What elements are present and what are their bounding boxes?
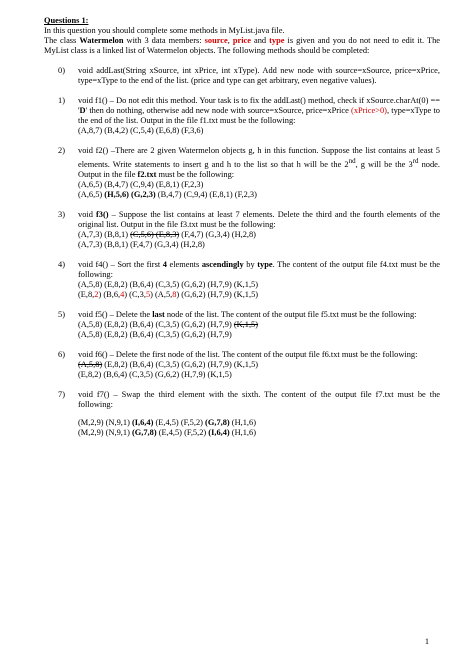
output-line: (E,8,2) (B,6,4) (C,3,5) (A,5,8) (G,6,2) (H,7,9) (K,1,5)	[78, 289, 259, 299]
class-name: Watermelon	[79, 36, 124, 45]
output-line: (A,8,7) (B,4,2) (C,5,4) (E,6,8) (F,3,6)	[78, 126, 204, 135]
document-body	[44, 16, 440, 448]
output-line: (A,5,8) (E,8,2) (B,6,4) (C,3,5) (G,6,2) (H,7,9) (K,1,5)	[78, 359, 259, 369]
output-line: (A,6,5) (B,4,7) (C,9,4) (E,8,1) (F,2,3)	[78, 179, 204, 189]
price-condition: (xPrice>0)	[351, 106, 387, 115]
output-line: (A,6,5) (H,5,6) (G,2,3) (B,4,7) (C,9,4) (E,8,1) (F,2,3)	[78, 189, 257, 199]
item-3: 3) void f3() – Suppose the list contains at least 7 elements. Delete the third and the fourth elements of the original list. Output in the file f3.txt must be the following: (A,7,3) (B,8,1) (C,5,6) (E,8,3) (F,4,7) (G,3,4) (H,2,8) (A,7,3) (B,8,1) (F,4,7) (G,3,4) (H,2,8)	[58, 209, 440, 249]
item-4: 4) void f4() – Sort the first 4 elements ascendingly by type. The content of the output file f4.txt must be the following: (A,5,8) (E,8,2) (B,6,4) (C,3,5) (G,6,2) (H,7,9) (K,1,5) (E,8,2) (B,6,4) (C,3,5) (A,5,8) (G,6,2) (H,7,9) (K,1,5)	[58, 259, 440, 299]
intro-paragraph	[44, 26, 440, 56]
member-source: source	[204, 36, 228, 45]
output-line: (M,2,9) (N,9,1) (I,6,4) (E,4,5) (F,5,2) (G,7,8) (H,1,6)	[78, 417, 256, 427]
item-1: 1) void f1() – Do not edit this method. Your task is to fix the addLast() method, check if xSource.charAt(0) == 'D' then do nothing, otherwise add new node with source=xSource, price=xPrice (xPrice>0), type=xType to the end of the list. Output in the file f1.txt must be the following: (A,8,7) (B,4,2) (C,5,4) (E,6,8) (F,3,6)	[58, 96, 440, 135]
member-price: price	[232, 36, 251, 45]
item-2: 2) void f2() –There are 2 given Watermelon objects g, h in this function. Suppose the list contains at least 5 elements. Write statements to insert g and h to the list so that h will be the 2nd, g will be the 3rd node. Output in the file f2.txt must be the following: (A,6,5) (B,4,7) (C,9,4) (E,8,1) (F,2,3) (A,6,5) (H,5,6) (G,2,3) (B,4,7) (C,9,4) (E,8,1) (F,2,3)	[58, 146, 440, 199]
item-0: 0) void addLast(String xSource, int xPrice, int xType). Add new node with source=xSource, price=xPrice, type=xType to the end of the list. (price and type can get arbitrary, even negative values).	[58, 66, 440, 85]
output-line: (A,7,3) (B,8,1) (C,5,6) (E,8,3) (F,4,7) (G,3,4) (H,2,8)	[78, 229, 256, 239]
output-line: (A,5,8) (E,8,2) (B,6,4) (C,3,5) (G,6,2) (H,7,9)	[78, 329, 232, 339]
item-5: 5) void f5() – Delete the last node of the list. The content of the output file f5.txt must be the following: (A,5,8) (E,8,2) (B,6,4) (C,3,5) (G,6,2) (H,7,9) (K,1,5) (A,5,8) (E,8,2) (B,6,4) (C,3,5) (G,6,2) (H,7,9)	[58, 310, 440, 340]
output-line: (A,7,3) (B,8,1) (F,4,7) (G,3,4) (H,2,8)	[78, 239, 205, 249]
output-line: (A,5,8) (E,8,2) (B,6,4) (C,3,5) (G,6,2) (H,7,9) (K,1,5)	[78, 279, 259, 289]
item-7: 7) void f7() – Swap the third element with the sixth. The content of the output file f7.txt must be the following: (M,2,9) (N,9,1) (I,6,4) (E,4,5) (F,5,2) (G,7,8) (H,1,6) (M,2,9) (N,9,1) (G,7,8) (E,4,5) (F,5,2) (I,6,4) (H,1,6)	[58, 389, 440, 437]
intro-line: In this question you should complete some methods in MyList.java file.	[44, 26, 285, 35]
item-6: 6) void f6() – Delete the first node of the list. The content of the output file f6.txt must be the following: (A,5,8) (E,8,2) (B,6,4) (C,3,5) (G,6,2) (H,7,9) (K,1,5) (E,8,2) (B,6,4) (C,3,5) (G,6,2) (H,7,9) (K,1,5)	[58, 350, 440, 380]
deleted-elements: (C,5,6) (E,8,3)	[130, 229, 180, 239]
page-number: 1	[424, 637, 429, 646]
intro-body: The class Watermelon with 3 data members: source, price and type is given and you do not need to edit it. The MyList class is a linked list of Watermelon objects. The following methods should be completed:	[44, 36, 441, 55]
deleted-elements: (A,5,8)	[78, 359, 103, 369]
output-line: (A,5,8) (E,8,2) (B,6,4) (C,3,5) (G,6,2) (H,7,9) (K,1,5)	[78, 319, 259, 329]
member-type: type	[269, 36, 285, 45]
output-line: (E,8,2) (B,6,4) (C,3,5) (G,6,2) (H,7,9) (K,1,5)	[78, 369, 232, 379]
deleted-elements: (K,1,5)	[233, 319, 259, 329]
question-title: Questions 1:	[44, 16, 89, 25]
output-line: (M,2,9) (N,9,1) (G,7,8) (E,4,5) (F,5,2) (I,6,4) (H,1,6)	[78, 427, 256, 437]
